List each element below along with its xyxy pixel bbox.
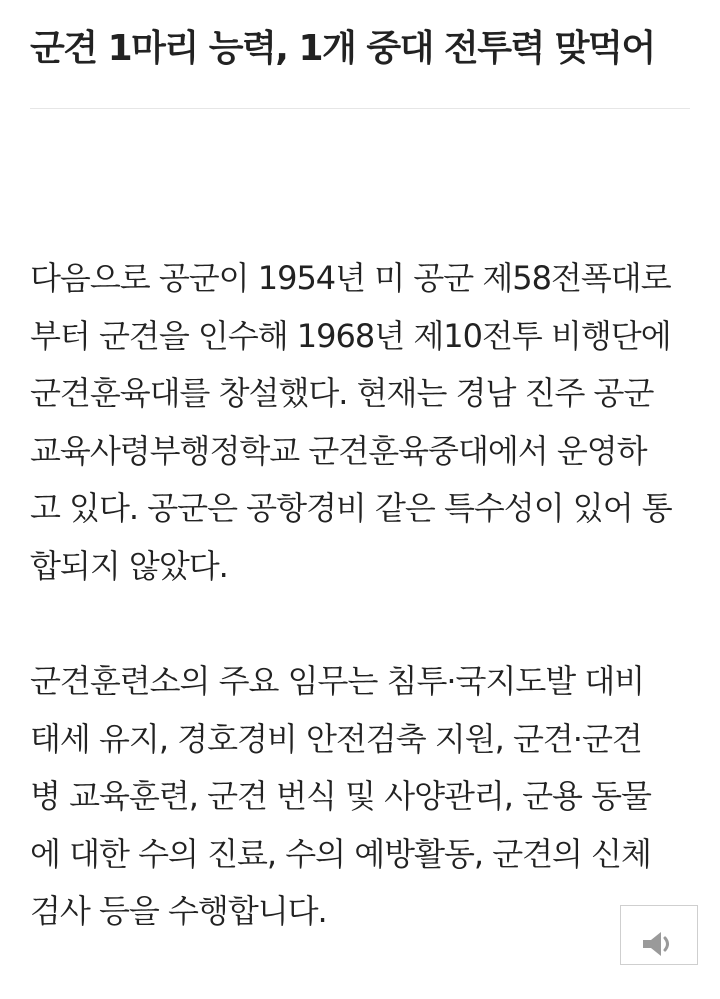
paragraph-line: 태세 유지, 경호경비 안전검축 지원, 군견·군견 — [30, 719, 642, 758]
title-divider — [30, 108, 690, 109]
paragraph-line: 군견훈련소의 주요 임무는 침투·국지도발 대비 — [30, 662, 645, 700]
paragraph-line: 에 대한 수의 진료, 수의 예방활동, 군견의 신체 — [30, 834, 651, 873]
paragraph-line: 다음으로 공군이 1954년 미 공군 제58전폭대로 — [30, 259, 671, 297]
paragraph-line: 병 교육훈련, 군견 번식 및 사양관리, 군용 동물 — [30, 777, 651, 815]
paragraph-2 — [30, 653, 696, 941]
paragraph-line: 합되지 않았다. — [30, 546, 228, 585]
article-body — [30, 250, 696, 999]
paragraph-line: 고 있다. 공군은 공항경비 같은 특수성이 있어 통 — [30, 489, 672, 527]
paragraph-line: 교육사령부행정학교 군견훈육중대에서 운영하 — [30, 431, 647, 470]
paragraph-line: 군견훈육대를 창설했다. 현재는 경남 진주 공군 — [30, 374, 654, 412]
article-title: 군견 1마리 능력, 1개 중대 전투력 맞먹어 — [30, 28, 655, 69]
paragraph-line: 부터 군견을 인수해 1968년 제10전투 비행단에 — [30, 316, 671, 355]
audio-play-button[interactable] — [620, 905, 698, 965]
speaker-icon — [639, 924, 679, 964]
paragraph-line: 검사 등을 수행합니다. — [30, 892, 327, 930]
paragraph-1 — [30, 250, 696, 595]
